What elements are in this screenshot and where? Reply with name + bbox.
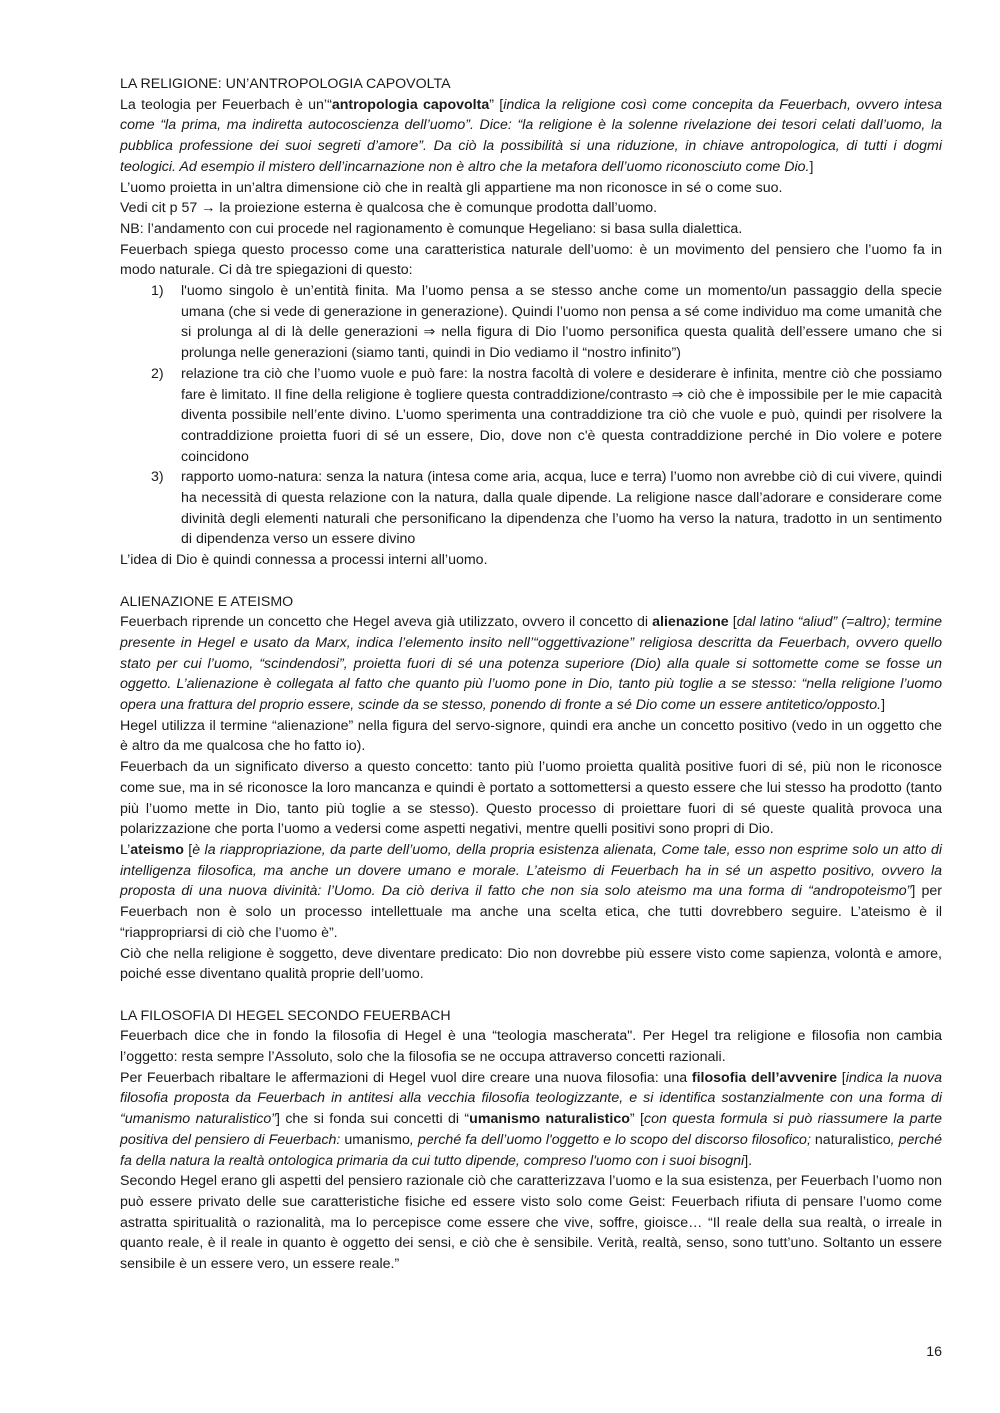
list-number: 2) (151, 365, 164, 382)
text-run: ]. (744, 1152, 753, 1169)
section-heading: ALIENAZIONE E ATEISMO (120, 593, 294, 610)
text-run: umanismo (344, 1131, 410, 1148)
list-item-text: relazione tra ciò che l’uomo vuole e può fare: la nostra facoltà di volere e desiderare è infinita, mentre ciò che possiamo fare è limitato. Il fine della religione è togliere questa contraddizione/contrasto ⇒ ciò che è impossibile per le mie capacità diventa possibile nell’ente divino. L’uomo sperimenta una contraddizione tra ciò che vuole e può, quindi per risolvere la contraddizione proietta fuori di sé un essere, Dio, dove non c'è questa contraddizione perché in Dio volere e potere coincidono (181, 365, 942, 465)
text-run: La teologia per Feuerbach è un’“ (120, 96, 332, 113)
paragraph: Feuerbach dice che in fondo la filosofia di Hegel è una “teologia mascherata". Per Hegel tra religione e filosofia non cambia l’oggetto: resta sempre l’Assoluto, solo che la filosofia se ne occupa attraverso concetti razionali. (120, 1028, 942, 1066)
text-run: naturalistico (814, 1131, 891, 1148)
italic-definition: , perché fa dell’uomo l'oggetto e lo scopo del discorso filosofico; (409, 1131, 815, 1148)
text-run: [ (728, 614, 737, 631)
text-run: ” [ (629, 1111, 644, 1128)
section-heading: LA RELIGIONE: UN’ANTROPOLOGIA CAPOVOLTA (120, 76, 451, 92)
paragraph: Vedi cit p 57 → la proiezione esterna è qualcosa che è comunque prodotta dall’uomo. (120, 200, 658, 217)
paragraph: L’uomo proietta in un’altra dimensione ciò che in realtà gli appartiene ma non riconosce in sé o come suo. (120, 179, 783, 196)
list-number: 3) (151, 469, 164, 486)
text-run: Per Feuerbach ribaltare le affermazioni di Hegel vuol dire creare una nuova filosofia: una (120, 1069, 692, 1086)
text-run: Feuerbach riprende un concetto che Hegel aveva già utilizzato, ovvero il concetto di (120, 614, 653, 631)
paragraph: Feuerbach da un significato diverso a questo concetto: tanto più l’uomo proietta qualità positive fuori di sé, più non le riconosce come sue, ma in sé riconosce la loro mancanza e quindi è portato a sottomettersi a questo essere che lui stesso ha prodotto (tanto più l’uomo mette in Dio, tanto più toglie a se stesso). Questo processo di proiettare fuori di sé queste qualità provoca una polarizzazione che porta l’uomo a vedersi come aspetti negativi, mentre quelli positivi sono propri di Dio. (120, 759, 942, 838)
italic-definition: indica la nuova filosofia proposta da Feuerbach in antitesi alla vecchia filosofia teologizzante, e si identifica sostanzialmente con una forma di “umanismo naturalistico” (120, 1069, 942, 1128)
text-run: ] che si fonda sui concetti di “ (276, 1111, 470, 1128)
italic-definition: , perché fa della natura la realtà ontologica primaria da cui tutto dipende, compreso l'uomo con i suoi bisogni (120, 1131, 942, 1169)
paragraph (120, 95, 942, 178)
section-heading: LA FILOSOFIA DI HEGEL SECONDO FEUERBACH (120, 1007, 451, 1024)
text-run: ] per Feuerbach non è solo un processo intellettuale ma anche una scelta etica, che tutti dovrebbero seguire. L’ateismo è il “riappropriarsi di ciò che l’uomo è”. (120, 883, 943, 941)
document-page (120, 74, 942, 1275)
paragraph (120, 1068, 942, 1172)
numbered-list (120, 281, 942, 550)
text-run: [ (183, 842, 193, 858)
text-run: ] (881, 697, 886, 714)
spacer (120, 985, 942, 1006)
text-run: ” [ (489, 96, 504, 113)
list-item (120, 281, 942, 364)
paragraph: Ciò che nella religione è soggetto, deve diventare predicato: Dio non dovrebbe più essere visto come sapienza, volontà e amore, poiché esse diventano qualità proprie dell’uomo. (120, 945, 942, 983)
bold-term: ateismo (130, 842, 184, 858)
paragraph: Hegel utilizza il termine “alienazione” nella figura del servo-signore, quindi era anche un concetto positivo (vedo in un oggetto che è altro da me qualcosa che ho fatto io). (120, 717, 942, 755)
bold-term: antropologia capovolta (331, 96, 490, 113)
list-item-text: l'uomo singolo è un’entità finita. Ma l’uomo pensa a se stesso anche come un momento/un passaggio della specie umana (che si vede di generazione in generazione). Quindi l’uomo non pensa a sé come individuo ma come umanità che si prolunga al di là delle generazioni ⇒ nella figura di Dio l’uomo personifica questa qualità dell’essere umano che si prolunga nelle generazioni (siamo tanti, quindi in Dio vediamo il “nostro infinito”) (181, 283, 942, 362)
page-number: 16 (926, 1344, 942, 1360)
paragraph: NB: l’andamento con cui procede nel ragionamento è comunque Hegeliano: si basa sulla dialettica. (120, 220, 743, 237)
italic-definition: dal latino “aliud” (=altro); termine presente in Hegel e usato da Marx, indica l’elemento insito nell’“oggettivazione” religiosa descritta da Feuerbach, ovvero quello stato per cui l’uomo, “scindendosi”, proietta fuori di sé una potenza superiore (Dio) alla quale si sottomette come se fosse un oggetto. L’alienazione è collegata al fatto che quanto più l’uomo pone in Dio, tanto più toglie a se stesso: “nella religione l’uomo opera una frattura del proprio essere, scinde da se stesso, ponendo di fronte a sé Dio come un essere antitetico/opposto. (120, 614, 942, 714)
text-run: ] (809, 158, 814, 175)
bold-term: alienazione (652, 614, 729, 631)
paragraph (120, 840, 942, 944)
list-item-text: rapporto uomo-natura: senza la natura (intesa come aria, acqua, luce e terra) l’uomo non avrebbe ciò di cui vivere, quindi ha necessità di questa relazione con la natura, dalla quale dipende. La religione nasce dall’adorare e considerare come divinità degli elementi naturali che personificano la dipendenza che l’uomo ha verso la natura, tradotto in un sentimento di dipendenza verso un essere divino (181, 469, 942, 548)
list-item (120, 364, 942, 468)
italic-definition: con questa formula si può riassumere la parte positiva del pensiero di Feuerbach: (120, 1111, 943, 1148)
bold-term: filosofia dell’avvenire (691, 1069, 837, 1086)
text-run: [ (837, 1069, 846, 1086)
italic-definition: è la riappropriazione, da parte dell’uomo, della propria esistenza alienata, Come tale, esso non esprime solo un atto di intelligenza filosofica, ma anche un dovere umano e morale. L’ateismo di Feuerbach ha in sé un aspetto positivo, ovvero la proposta di una nuova divinità: l’Uomo. Da ciò deriva il fatto che non sia solo ateismo ma una forma di “andropoteismo” (120, 842, 942, 900)
paragraph: L’idea di Dio è quindi connessa a processi interni all’uomo. (120, 552, 488, 569)
bold-term: umanismo naturalistico (469, 1111, 630, 1128)
italic-definition: indica la religione così come concepita da Feuerbach, ovvero intesa come “la prima, ma indiretta autocoscienza dell’uomo”. Dice: “la religione è la solenne rivelazione dei tesori celati dall’uomo, la pubblica professione dei suoi segreti d’amore”. Da ciò la possibilità si una riduzione, in chiave antropologica, di tutti i dogmi teologici. Ad esempio il mistero dell’incarnazione non è altro che la metafora dell’uomo riconosciuto come Dio. (120, 96, 943, 175)
list-item (120, 467, 942, 550)
paragraph: Feuerbach spiega questo processo come una caratteristica naturale dell’uomo: è un movimento del pensiero che l’uomo fa in modo naturale. Ci dà tre spiegazioni di questo: (120, 241, 942, 279)
paragraph (120, 612, 942, 716)
text-run: L’ (120, 842, 131, 858)
paragraph: Secondo Hegel erano gli aspetti del pensiero razionale ciò che caratterizzava l’uomo e la sua esistenza, per Feuerbach l’uomo non può essere privato delle sue caratteristiche fisiche ed essere visto solo come Geist: Feuerbach rifiuta di pensare l’uomo come astratta spiritualità o razionalità, ma lo percepisce come essere che vive, soffre, gioisce… “Il reale della sua realtà, o irreale in quanto reale, è il reale in quanto è oggetto dei sensi, e ciò che è sensibile. Verità, realtà, senso, sono tutt’uno. Soltanto un essere sensibile è un essere vero, un essere reale.” (120, 1173, 942, 1273)
list-number: 1) (151, 283, 164, 300)
spacer (120, 571, 942, 592)
